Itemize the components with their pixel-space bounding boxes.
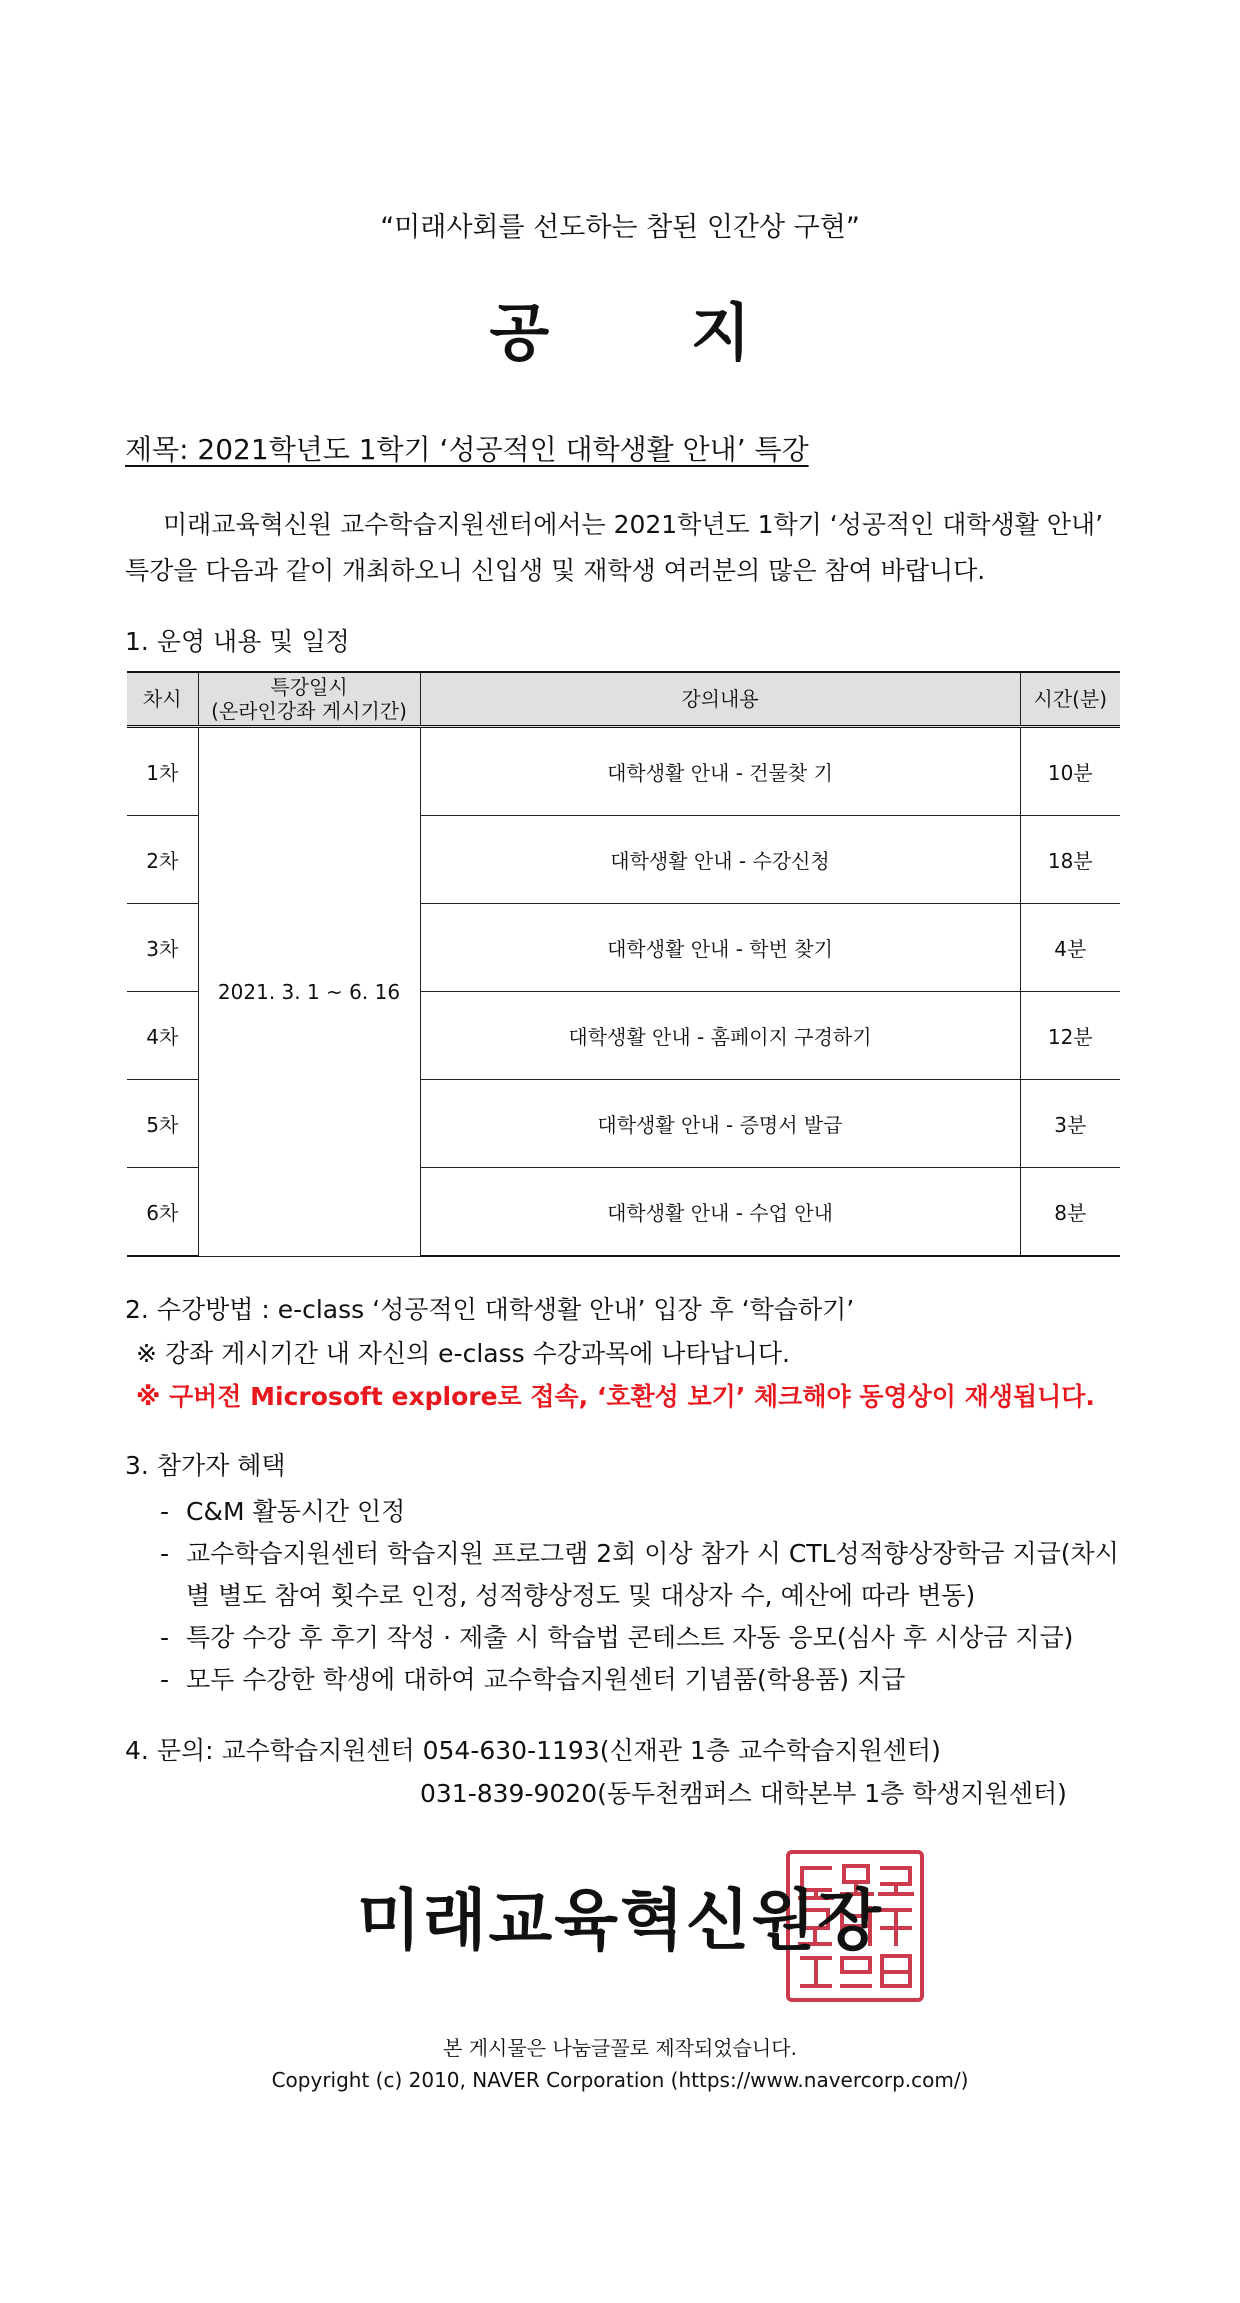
issuer-name: 미래교육혁신원장 (356, 1882, 884, 1959)
contact-phone-1: 054-630-1193(신재관 1층 교수학습지원센터) (422, 1736, 941, 1765)
intro-line-1: 미래교육혁신원 교수학습지원센터에서는 2021학년도 1학기 ‘성공적인 대학생활 안내’ (163, 510, 1104, 539)
table-header-row (127, 672, 1120, 727)
section-2-title: 2. 수강방법 : e-class ‘성공적인 대학생활 안내’ 입장 후 ‘학습하기’ (125, 1295, 855, 1324)
list-item: - 특강 수강 후 후기 작성 · 제출 시 학습법 콘테스트 자동 응모(심사 후 시상금 지급) (160, 1623, 1074, 1652)
list-item: - C&M 활동시간 인정 (160, 1497, 406, 1526)
header-period-line1: 특강일시 (270, 675, 348, 699)
header-session: 차시 (127, 672, 198, 727)
header-content: 강의내용 (420, 672, 1020, 727)
duration-cell: 8분 (1020, 1168, 1120, 1257)
section-2-warning: ※ 구버전 Microsoft explore로 접속, ‘호환성 보기’ 체크해야 동영상이 재생됩니다. (136, 1382, 1095, 1411)
period-cell: 2021. 3. 1 ~ 6. 16 (198, 727, 420, 1257)
duration-cell: 4분 (1020, 904, 1120, 992)
list-item: - 모두 수강한 학생에 대하여 교수학습지원센터 기념품(학용품) 지급 (160, 1665, 906, 1694)
content-cell: 대학생활 안내 - 건물찾 기 (420, 727, 1020, 816)
content-cell: 대학생활 안내 - 학번 찾기 (420, 904, 1020, 992)
session-cell: 2차 (127, 816, 198, 904)
content-cell: 대학생활 안내 - 증명서 발급 (420, 1080, 1020, 1168)
content-cell: 대학생활 안내 - 수업 안내 (420, 1168, 1020, 1257)
intro-paragraph (125, 502, 1117, 594)
section-2-note: ※ 강좌 게시기간 내 자신의 e-class 수강과목에 나타납니다. (136, 1339, 790, 1368)
session-cell: 1차 (127, 727, 198, 816)
duration-cell: 18분 (1020, 816, 1120, 904)
header-period (198, 672, 420, 727)
session-cell: 6차 (127, 1168, 198, 1257)
content-cell: 대학생활 안내 - 홈페이지 구경하기 (420, 992, 1020, 1080)
header-period-line2: (온라인강좌 게시기간) (211, 699, 407, 723)
section-1-title: 1. 운영 내용 및 일정 (125, 627, 350, 656)
duration-cell: 12분 (1020, 992, 1120, 1080)
contact-label (125, 1731, 941, 1767)
list-item: - 교수학습지원센터 학습지원 프로그램 2회 이상 참가 시 CTL성적향상장학금 지급(차시별 별도 참여 횟수로 인정, 성적향상정도 및 대상자 수, 예산에 따라 변동) (160, 1539, 1119, 1610)
contact-phone-2: 031-839-9020(동두천캠퍼스 대학본부 1층 학생지원센터) (420, 1779, 1067, 1808)
copyright-notice: Copyright (c) 2010, NAVER Corporation (https://www.navercorp.com/) (271, 2068, 969, 2092)
motto: “미래사회를 선도하는 참된 인간상 구현” (380, 212, 860, 243)
intro-line-2: 특강을 다음과 같이 개최하오니 신입생 및 재학생 여러분의 많은 참여 바랍니다. (125, 556, 986, 585)
duration-cell: 10분 (1020, 727, 1120, 816)
header-duration: 시간(분) (1020, 672, 1120, 727)
content-cell: 대학생활 안내 - 수강신청 (420, 816, 1020, 904)
notice-heading: 공 지 (489, 296, 811, 369)
section-3-title: 3. 참가자 혜택 (125, 1451, 286, 1480)
font-credit: 본 게시물은 나눔글꼴로 제작되었습니다. (443, 2036, 797, 2060)
schedule-table (127, 671, 1120, 1257)
contact-label-text: 4. 문의: 교수학습지원센터 (125, 1736, 415, 1765)
session-cell: 3차 (127, 904, 198, 992)
notice-subject: 제목: 2021학년도 1학기 ‘성공적인 대학생활 안내’ 특강 (125, 433, 809, 466)
session-cell: 5차 (127, 1080, 198, 1168)
session-cell: 4차 (127, 992, 198, 1080)
table-row (127, 727, 1120, 816)
duration-cell: 3분 (1020, 1080, 1120, 1168)
benefits-list (160, 1491, 1120, 1701)
